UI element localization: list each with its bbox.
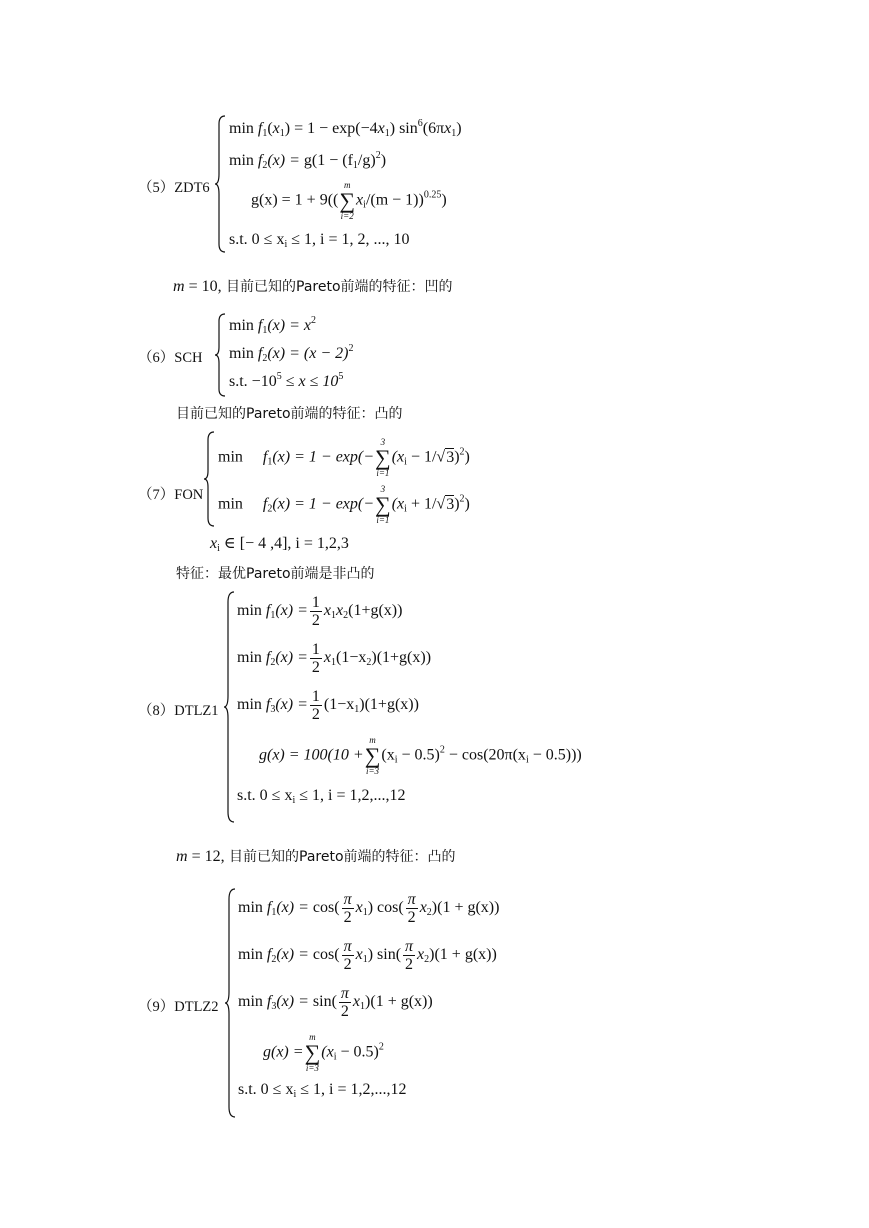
problem-label: （7）FON — [138, 487, 204, 503]
equation-f1: min $f_1(x) = 1 - \exp(-$ 3 ∑ i=1 $(x_i - 1/√3)^2$) — [218, 437, 470, 478]
constraint: s.t. $0 \le x_i \le 1$, i = 1,2,...,12 — [237, 787, 406, 806]
constraint: s.t. $0 \le x_i \le 1$, i = 1,2,...,12 — [238, 1081, 407, 1100]
equation-f3: $\min f_3(x) = \sin$( $\frac{\pi}{2}$ $x_1)(1 + g(x))$ — [238, 985, 433, 1020]
problem-label: （9）DTLZ2 — [138, 999, 219, 1015]
equation-f1: $\min f_1(x)$ = $\frac{1}{2}$ $x_1x_2(1+g(x))$ — [237, 594, 403, 629]
fraction: $\frac{\pi}{2}$ — [407, 891, 416, 926]
domain: $x_i$ ∈ [− 4 ,4], i = 1,2,3 — [210, 535, 349, 554]
note-pareto-front: 特征：最优Pareto前端是非凸的 — [176, 566, 375, 582]
fraction: $\frac{1}{2}$ — [311, 688, 320, 723]
problem-label: （5）ZDT6 — [138, 180, 210, 196]
fraction: $\frac{\pi}{2}$ — [340, 985, 349, 1020]
left-brace — [224, 887, 238, 1119]
fraction: $\frac{\pi}{2}$ — [405, 938, 414, 973]
constraint: s.t. $0 \le x_i \le 1$, i = 1, 2, ..., 10 — [229, 231, 410, 250]
equation-f2: $\min f_2(x) = (x - 2)^2$ — [229, 343, 354, 364]
summation-symbol: m ∑ i=3 — [304, 1032, 321, 1073]
equation-f1: $\min f_1(x_1) = 1 - \exp(-4x_1)$ $\sin^6(6\pi x_1)$ — [229, 118, 462, 139]
summation-symbol: 3 ∑ i=1 — [375, 437, 391, 478]
equation-f1: $\min f_1(x) = \cos$( $\frac{\pi}{2}$ $x_1$) cos( $\frac{\pi}{2}$ $x_2)(1 + g(x))$ — [238, 891, 500, 926]
fraction: $\frac{1}{2}$ — [311, 594, 320, 629]
summation-symbol: m ∑ i=3 — [364, 735, 381, 776]
fraction: $\frac{1}{2}$ — [311, 641, 320, 676]
equation-g: g(x) = 1 + 9(( m ∑ i=2 $x_i/(m - 1))^{0.25}$) — [251, 180, 447, 221]
equation-f2: min $f_2(x) = 1 - \exp(-$ 3 ∑ i=1 $(x_i + 1/√3)^2$) — [218, 484, 470, 525]
equation-g: g(x) = 100(10 + m ∑ i=3 $(x_i - 0.5)^2 - \cos(20\pi(x_i - 0.5))$) — [259, 735, 582, 776]
left-brace — [214, 312, 228, 398]
constraint: s.t. $-10^5 \le x \le 10^5$ — [229, 371, 344, 390]
fraction: $\frac{\pi}{2}$ — [343, 891, 352, 926]
equation-f2: $\min f_2(x) = \cos$( $\frac{\pi}{2}$ $x_1$) sin( $\frac{\pi}{2}$ $x_2)(1 + g(x))$ — [238, 938, 497, 973]
equation-f3: $\min f_3(x)$ = $\frac{1}{2}$ $(1-x_1)(1+g(x))$ — [237, 688, 419, 723]
summation-symbol: m ∑ i=2 — [339, 180, 356, 221]
fraction: $\frac{\pi}{2}$ — [343, 938, 352, 973]
problem-label: （8）DTLZ1 — [138, 703, 219, 719]
equation-f2: $\min f_2(x) = g(1 - (f_1/g)^2)$ — [229, 150, 387, 171]
summation-symbol: 3 ∑ i=1 — [375, 484, 391, 525]
left-brace — [223, 590, 237, 824]
problem-label: （6）SCH — [138, 350, 203, 366]
equation-f1: $\min f_1(x) = x^2$ — [229, 315, 317, 336]
note-pareto-front: m = 10, 目前已知的Pareto前端的特征：凹的 — [173, 278, 453, 295]
equation-g: g(x) = m ∑ i=3 $(x_i - 0.5)^2$ — [263, 1032, 384, 1073]
equation-f2: $\min f_2(x)$ = $\frac{1}{2}$ $x_1(1-x_2)(1+g(x))$ — [237, 641, 432, 676]
note-pareto-front: 目前已知的Pareto前端的特征：凸的 — [176, 406, 403, 422]
left-brace — [214, 114, 228, 254]
note-pareto-front: m = 12, 目前已知的Pareto前端的特征：凸的 — [176, 848, 456, 865]
left-brace — [203, 430, 217, 528]
